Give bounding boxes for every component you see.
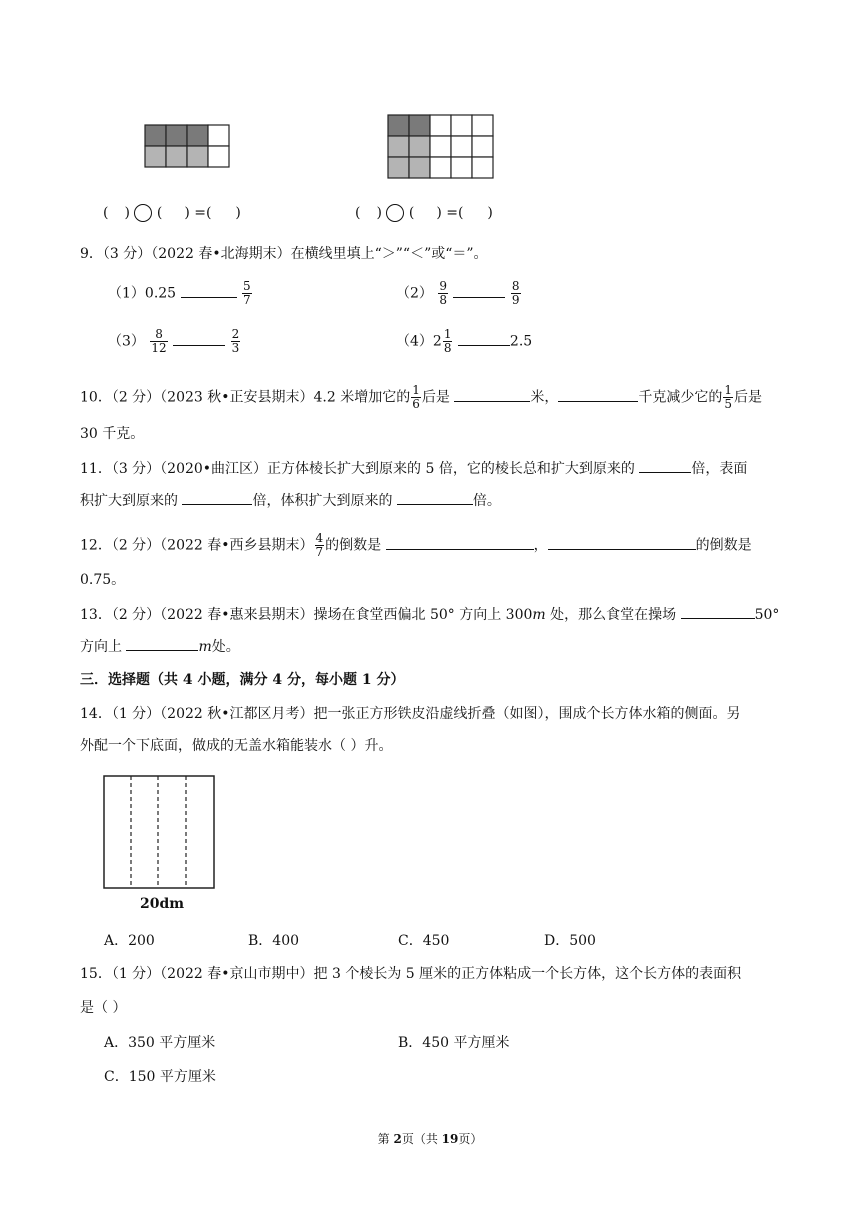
fraction: $\frac{1}{5}$ [724,383,732,411]
question-13-line1: 13．（2 分）（2022 春•惠来县期末）操场在食堂西偏北 50° 方向上 300m 处，那么食堂在操场 50° [80,604,779,625]
question-9-stem: 9．（3 分）（2022 春•北海期末）在横线里填上“＞”“＜”或“＝”。 [80,246,488,262]
fraction: $\frac{2}{3}$ [231,327,240,355]
q9-item-2: （2） $\frac{9}{8}$ $\frac{8}{9}$ [396,279,520,307]
answer-blank[interactable] [639,458,691,473]
fraction-grid-figure-right [380,108,510,188]
answer-blank[interactable] [548,535,696,550]
fraction: $\frac{8}{9}$ [511,279,520,307]
q14-option-c[interactable]: C．450 [398,933,450,949]
compare-circle [134,204,152,222]
q15-option-a[interactable]: A．350 平方厘米 [104,1035,216,1051]
figure-label: 20dm [140,896,185,912]
question-10-line2: 30 千克。 [80,426,145,442]
page-total: 19 [441,1132,459,1146]
page-number: 2 [393,1132,402,1146]
q15-option-c[interactable]: C．150 平方厘米 [104,1069,216,1085]
answer-blank[interactable] [454,387,530,402]
page-footer: 第 2页（共 19页） [377,1132,483,1146]
paren-open: ( [103,205,109,221]
fraction: $\frac{1}{8}$ [443,327,452,355]
question-11-line2: 积扩大到原来的 倍，体积扩大到原来的 倍。 [80,490,501,511]
answer-blank[interactable] [126,636,198,651]
compare-row-left: ( ) ( ) =( ) [103,205,241,221]
q14-option-d[interactable]: D．500 [544,933,596,949]
answer-blank[interactable] [397,490,473,505]
compare-circle [386,204,404,222]
question-12-line2: 0.75。 [80,572,126,588]
question-11-line1: 11．（3 分）（2020•曲江区）正方体棱长扩大到原来的 5 倍，它的棱长总和扩大到原来的 倍，表面 [80,458,747,479]
fraction: $\frac{9}{8}$ [439,279,448,307]
q14-option-b[interactable]: B．400 [248,933,300,949]
section-3-heading: 三．选择题（共 4 小题，满分 4 分，每小题 1 分） [80,672,405,688]
answer-blank[interactable] [173,331,225,346]
fraction: $\frac{8}{12}$ [151,327,167,355]
answer-blank[interactable] [182,490,252,505]
question-10-line1: 10．（2 分）（2023 秋•正安县期末）4.2 米增加它的 $\frac{1}{6}$ 后是 米， 千克减少它的 $\frac{1}{5}$ 后是 [80,383,762,411]
q14-option-a[interactable]: A．200 [104,933,155,949]
question-15-line1: 15．（1 分）（2022 春•京山市期中）把 3 个棱长为 5 厘米的正方体粘成一个长方体，这个长方体的表面积 [80,966,742,982]
q9-item-1: （1）0.25 $\frac{5}{7}$ [108,279,251,307]
question-14-line2: 外配一个下底面，做成的无盖水箱能装水（ ）升。 [80,738,393,754]
answer-blank[interactable] [558,387,638,402]
q9-item-4: （4）2 $\frac{1}{8}$ 2.5 [396,327,533,355]
q9-item-3: （3） $\frac{8}{12}$ $\frac{2}{3}$ [108,327,240,355]
q15-option-b[interactable]: B．450 平方厘米 [398,1035,510,1051]
fraction-grid-figure-left [100,110,300,200]
question-15-line2: 是（ ） [80,1000,127,1016]
answer-blank[interactable] [681,604,755,619]
fraction: $\frac{1}{6}$ [412,383,420,411]
question-13-line2: 方向上 m处。 [80,636,240,657]
compare-row-right: ( ) ( ) =( ) [355,205,493,221]
fraction: $\frac{5}{7}$ [243,279,251,307]
answer-blank[interactable] [181,283,237,298]
answer-blank[interactable] [386,535,534,550]
fraction: $\frac{4}{7}$ [315,531,324,559]
question-12-line1: 12．（2 分）（2022 春•西乡县期末） $\frac{4}{7}$ 的倒数是 ， 的倒数是 [80,531,752,559]
question-14-line1: 14．（1 分）（2022 秋•江都区月考）把一张正方形铁皮沿虚线折叠（如图），围成个长方体水箱的侧面。另 [80,706,741,722]
answer-blank[interactable] [453,283,505,298]
answer-blank[interactable] [458,331,510,346]
